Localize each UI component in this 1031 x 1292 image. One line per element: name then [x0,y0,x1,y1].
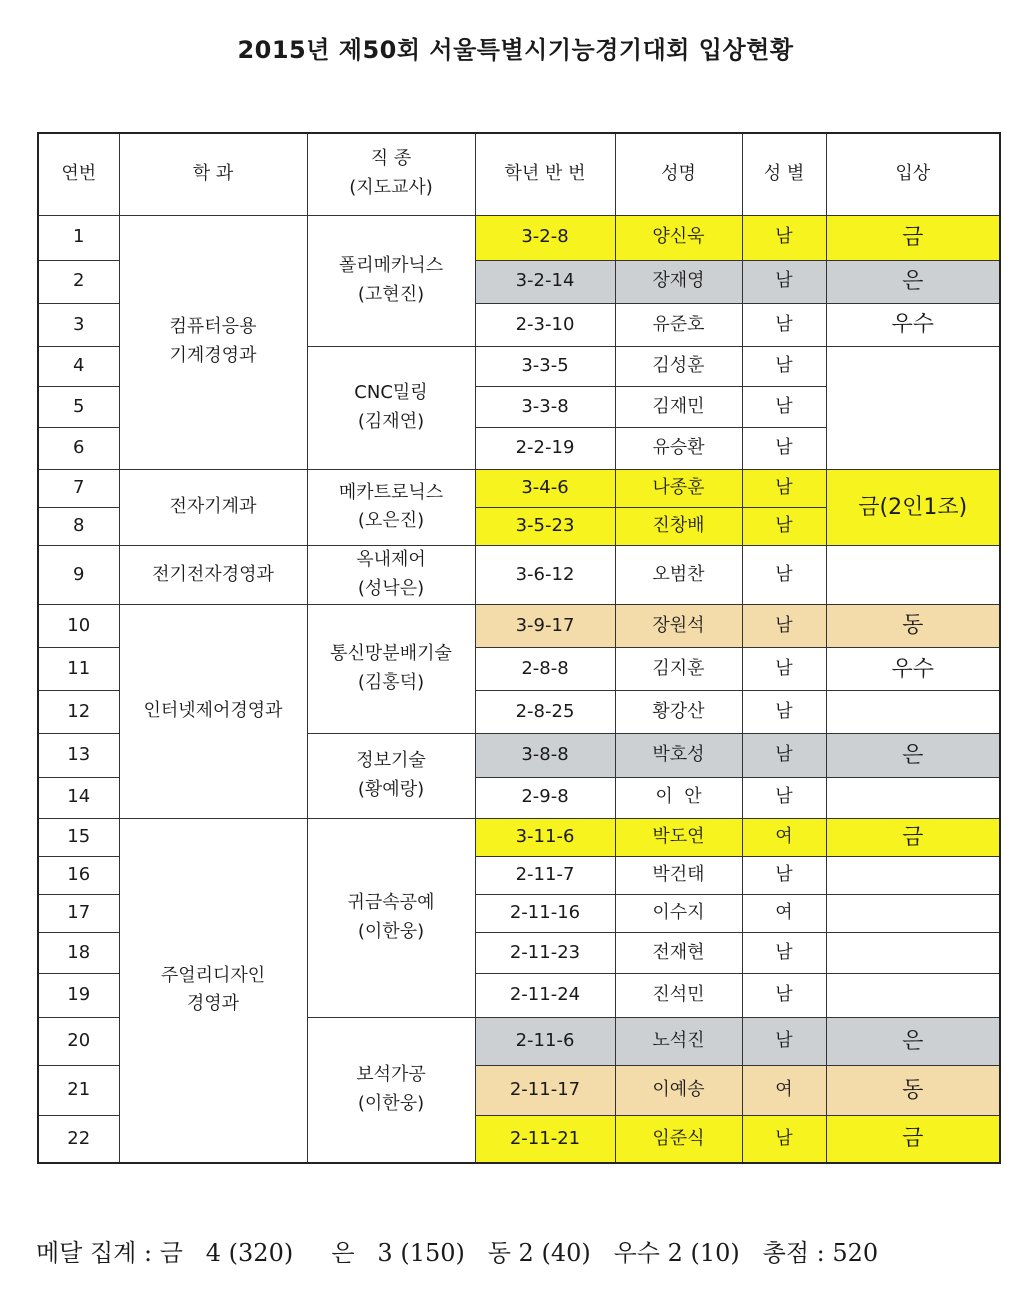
row-no: 6 [38,428,119,469]
row-award: 금 [826,215,1000,260]
row-name: 박호성 [615,734,742,777]
award-table [37,132,1001,1164]
medal-summary: 메달 집계 : 금 4 (320) 은 3 (150) 동 2 (40) 우수 2 (10) 총점 : 520 [36,1239,879,1267]
row-class: 2-11-23 [475,933,615,974]
table-row [38,545,1000,604]
row-name: 오범찬 [615,545,742,604]
job-cell: 메카트로닉스 (오은진) [307,469,475,545]
page-title: 2015년 제50회 서울특별시기능경기대회 입상현황 [237,36,794,64]
row-class: 2-3-10 [475,303,615,346]
table-row [38,215,1000,260]
row-name: 이 안 [615,777,742,818]
dept-cell: 컴퓨터응용 기계경영과 [119,215,307,469]
row-class: 2-11-24 [475,974,615,1017]
row-class: 2-11-16 [475,895,615,933]
row-name: 김재민 [615,387,742,428]
row-gender: 남 [742,734,826,777]
job-cell: 옥내제어 (성낙은) [307,545,475,604]
row-award: 은 [826,260,1000,303]
dept-cell: 주얼리디자인 경영과 [119,818,307,1163]
table-row [38,469,1000,507]
row-name: 진석민 [615,974,742,1017]
table-row [38,818,1000,856]
row-no: 20 [38,1017,119,1065]
row-class: 2-11-7 [475,856,615,894]
row-no: 14 [38,777,119,818]
row-gender: 남 [742,469,826,507]
dept-cell: 전기전자경영과 [119,545,307,604]
row-class: 3-3-5 [475,347,615,387]
row-gender: 남 [742,428,826,469]
row-class: 3-6-12 [475,545,615,604]
row-class: 3-2-14 [475,260,615,303]
row-no: 8 [38,507,119,545]
row-award: 금 [826,818,1000,856]
header-dept: 학 과 [119,133,307,215]
job-cell: 보석가공 (이한웅) [307,1017,475,1163]
row-award [826,856,1000,894]
row-class: 3-11-6 [475,818,615,856]
header-class: 학년 반 번 [475,133,615,215]
row-no: 4 [38,347,119,387]
row-gender: 남 [742,347,826,387]
row-gender: 남 [742,387,826,428]
row-gender: 남 [742,856,826,894]
row-name: 장재영 [615,260,742,303]
row-gender: 남 [742,545,826,604]
row-no: 15 [38,818,119,856]
row-award: 은 [826,1017,1000,1065]
row-class: 3-2-8 [475,215,615,260]
row-award: 동 [826,604,1000,647]
row-name: 이예송 [615,1065,742,1115]
header-row [38,133,1000,215]
row-award: 우수 [826,648,1000,691]
row-class: 3-4-6 [475,469,615,507]
row-no: 3 [38,303,119,346]
row-class: 2-11-17 [475,1065,615,1115]
row-class: 3-9-17 [475,604,615,647]
row-no: 13 [38,734,119,777]
row-name: 나종훈 [615,469,742,507]
row-award [826,933,1000,974]
row-class: 2-8-25 [475,691,615,734]
header-award: 입상 [826,133,1000,215]
row-class: 3-5-23 [475,507,615,545]
row-gender: 남 [742,1017,826,1065]
row-award: 금(2인1조) [826,469,1000,545]
row-name: 박건태 [615,856,742,894]
row-no: 17 [38,895,119,933]
row-award [826,691,1000,734]
row-gender: 남 [742,777,826,818]
row-name: 김지훈 [615,648,742,691]
row-gender: 남 [742,604,826,647]
row-no: 7 [38,469,119,507]
row-award [826,545,1000,604]
row-gender: 남 [742,648,826,691]
row-no: 2 [38,260,119,303]
row-gender: 남 [742,691,826,734]
row-class: 3-3-8 [475,387,615,428]
row-gender: 남 [742,1116,826,1163]
row-award [826,895,1000,933]
header-no: 연번 [38,133,119,215]
row-class: 2-2-19 [475,428,615,469]
row-no: 12 [38,691,119,734]
row-gender: 여 [742,818,826,856]
row-name: 이수지 [615,895,742,933]
header-job: 직 종 (지도교사) [307,133,475,215]
row-name: 박도연 [615,818,742,856]
row-no: 16 [38,856,119,894]
row-no: 5 [38,387,119,428]
row-no: 18 [38,933,119,974]
job-cell: 귀금속공예 (이한웅) [307,818,475,1017]
row-gender: 남 [742,933,826,974]
job-cell: 폴리메카닉스 (고현진) [307,215,475,347]
job-cell: 통신망분배기술 (김홍덕) [307,604,475,734]
row-no: 21 [38,1065,119,1115]
row-class: 3-8-8 [475,734,615,777]
row-name: 장원석 [615,604,742,647]
row-gender: 남 [742,215,826,260]
row-gender: 남 [742,974,826,1017]
dept-cell: 인터넷제어경영과 [119,604,307,818]
row-name: 황강산 [615,691,742,734]
row-name: 양신욱 [615,215,742,260]
row-name: 김성훈 [615,347,742,387]
row-no: 11 [38,648,119,691]
row-gender: 남 [742,303,826,346]
row-award: 우수 [826,303,1000,346]
row-no: 9 [38,545,119,604]
row-name: 유승환 [615,428,742,469]
row-name: 임준식 [615,1116,742,1163]
header-name: 성명 [615,133,742,215]
row-award-empty [826,347,1000,470]
row-no: 19 [38,974,119,1017]
row-name: 유준호 [615,303,742,346]
row-award [826,777,1000,818]
row-class: 2-11-6 [475,1017,615,1065]
header-gender: 성 별 [742,133,826,215]
row-award: 동 [826,1065,1000,1115]
row-class: 2-9-8 [475,777,615,818]
row-class: 2-11-21 [475,1116,615,1163]
row-award [826,974,1000,1017]
row-gender: 여 [742,895,826,933]
row-name: 진창배 [615,507,742,545]
row-no: 1 [38,215,119,260]
dept-cell: 전자기계과 [119,469,307,545]
row-no: 22 [38,1116,119,1163]
row-award: 금 [826,1116,1000,1163]
row-award: 은 [826,734,1000,777]
row-no: 10 [38,604,119,647]
row-gender: 남 [742,507,826,545]
row-gender: 남 [742,260,826,303]
table-row [38,604,1000,647]
job-cell: 정보기술 (황예랑) [307,734,475,818]
row-gender: 여 [742,1065,826,1115]
row-class: 2-8-8 [475,648,615,691]
row-name: 전재현 [615,933,742,974]
row-name: 노석진 [615,1017,742,1065]
job-cell: CNC밀링 (김재연) [307,347,475,470]
